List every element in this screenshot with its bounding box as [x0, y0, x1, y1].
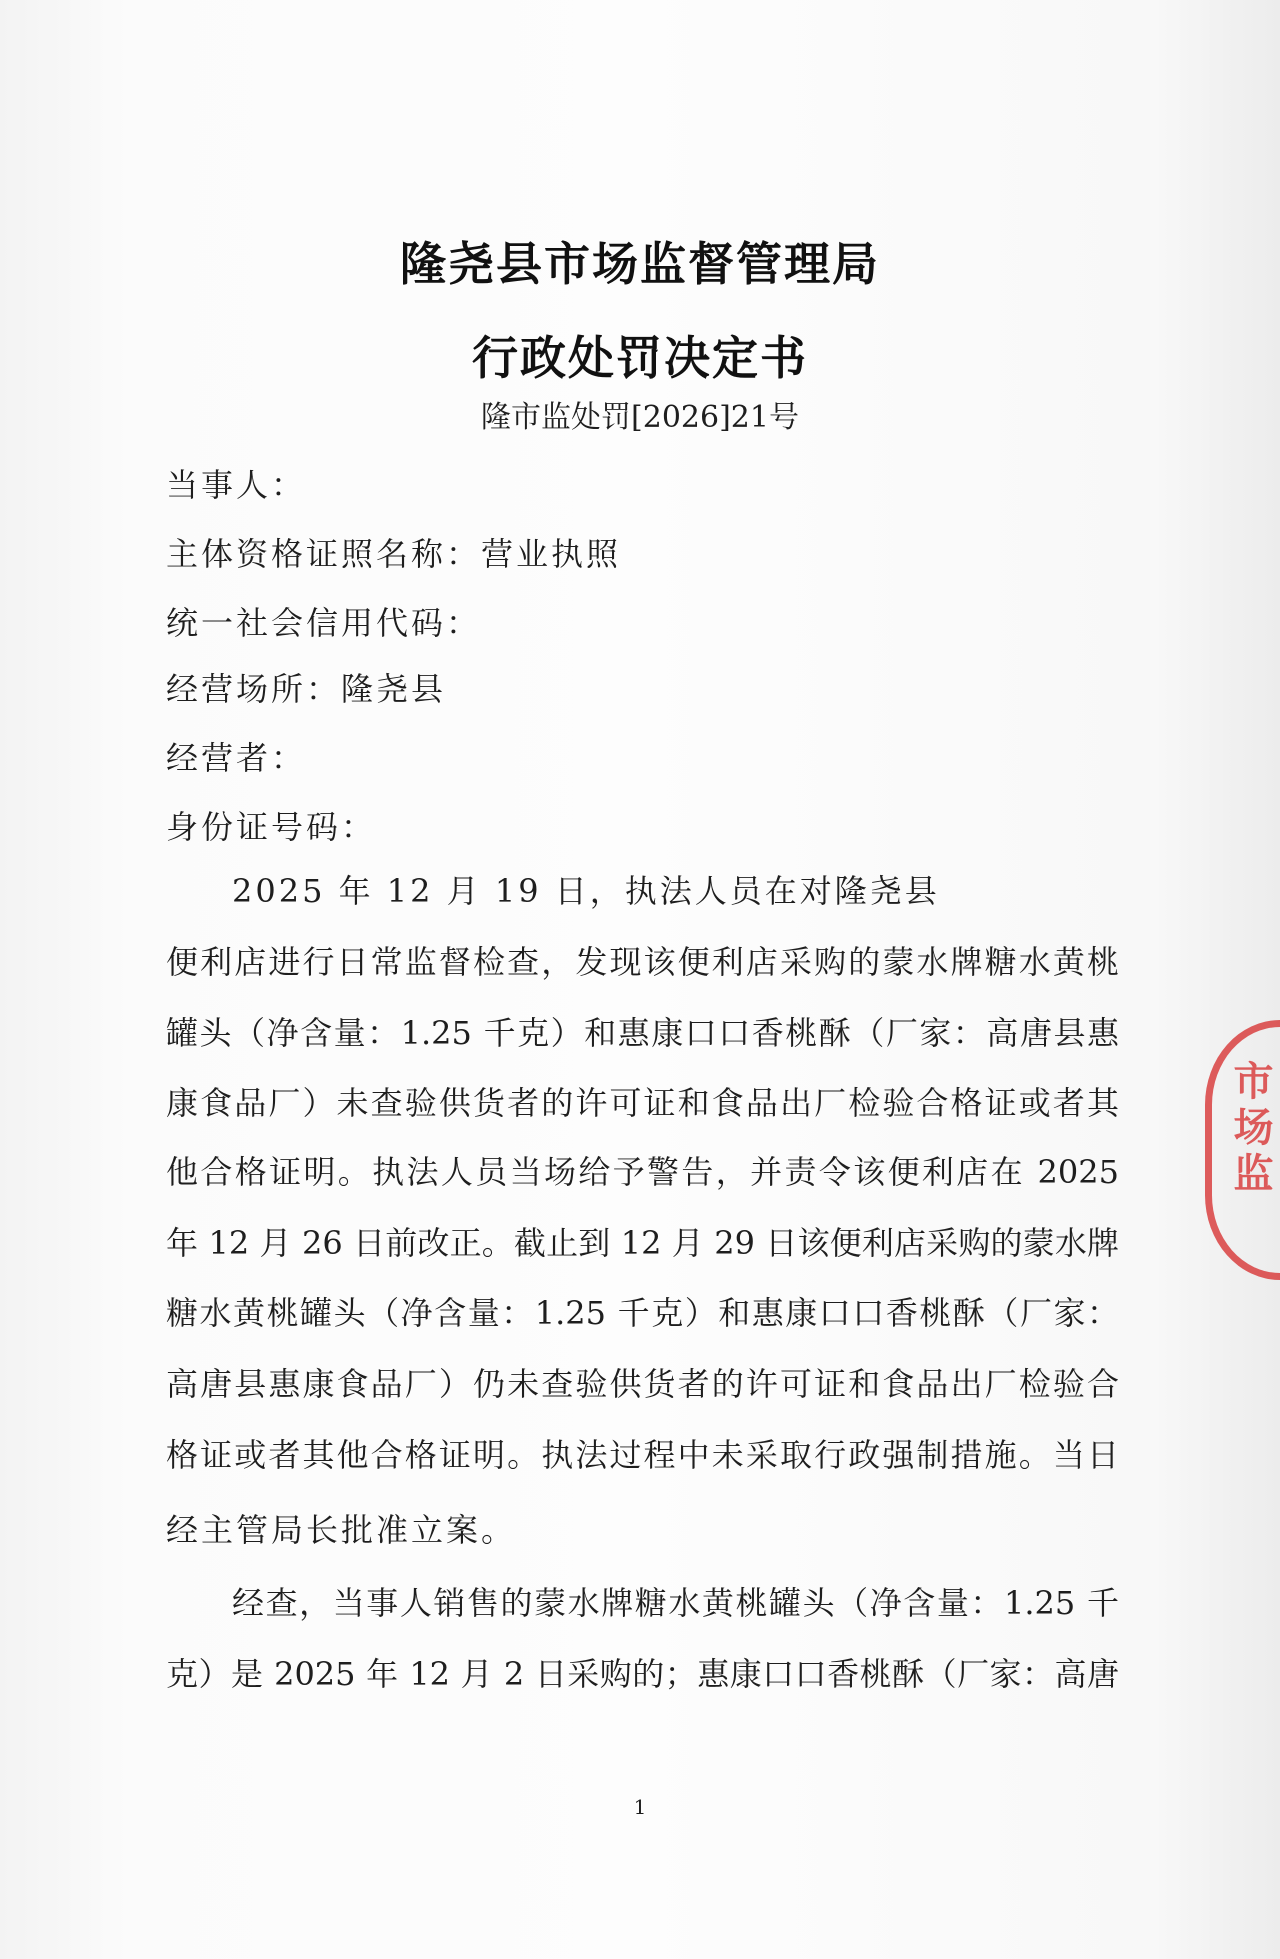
document-type-title: 行政处罚决定书 [472, 331, 808, 385]
body-line: 年 12 月 26 日前改正。截止到 12 月 29 日该便利店采购的蒙水牌 [166, 1224, 1119, 1262]
body-line: 他合格证明。执法人员当场给予警告，并责令该便利店在 2025 [166, 1153, 1119, 1191]
body-line: 克）是 2025 年 12 月 2 日采购的；惠康口口香桃酥（厂家：高唐 [166, 1655, 1119, 1693]
business-address-field [166, 664, 446, 710]
body-line: 经查，当事人销售的蒙水牌糖水黄桃罐头（净含量：1.25 千 [232, 1584, 1119, 1622]
credit-code-field [166, 598, 481, 644]
body-line: 经主管局长批准立案。 [166, 1511, 517, 1549]
page-number: 1 [633, 1795, 647, 1819]
body-line: 糖水黄桃罐头（净含量：1.25 千克）和惠康口口香桃酥（厂家： [166, 1294, 1119, 1332]
field-label: 经营场所： [166, 670, 342, 708]
field-label: 身份证号码： [166, 808, 377, 846]
agency-title: 隆尧县市场监督管理局 [400, 237, 880, 291]
field-label: 主体资格证照名称： [166, 535, 482, 573]
body-line: 高唐县惠康食品厂）仍未查验供货者的许可证和食品出厂检验合 [166, 1365, 1119, 1403]
license-name-field [166, 529, 621, 575]
field-label: 经营者： [166, 739, 307, 777]
body-line: 格证或者其他合格证明。执法过程中未采取行政强制措施。当日 [166, 1436, 1119, 1474]
body-line: 罐头（净含量：1.25 千克）和惠康口口香桃酥（厂家：高唐县惠 [166, 1014, 1119, 1052]
field-label: 当事人： [166, 466, 307, 504]
operator-field [166, 733, 306, 779]
document-number: 隆市监处罚[2026]21号 [481, 400, 799, 435]
id-number-field [166, 802, 376, 848]
body-line: 便利店进行日常监督检查，发现该便利店采购的蒙水牌糖水黄桃 [166, 943, 1119, 981]
body-line: 2025 年 12 月 19 日，执法人员在对隆尧县 [232, 872, 940, 910]
official-seal-text: 市场监 [1227, 1060, 1274, 1198]
field-label: 统一社会信用代码： [166, 604, 482, 642]
party-field [166, 460, 306, 506]
field-value: 隆尧县 [341, 670, 447, 708]
body-line: 康食品厂）未查验供货者的许可证和食品出厂检验合格证或者其 [166, 1084, 1119, 1122]
field-value: 营业执照 [481, 535, 622, 573]
